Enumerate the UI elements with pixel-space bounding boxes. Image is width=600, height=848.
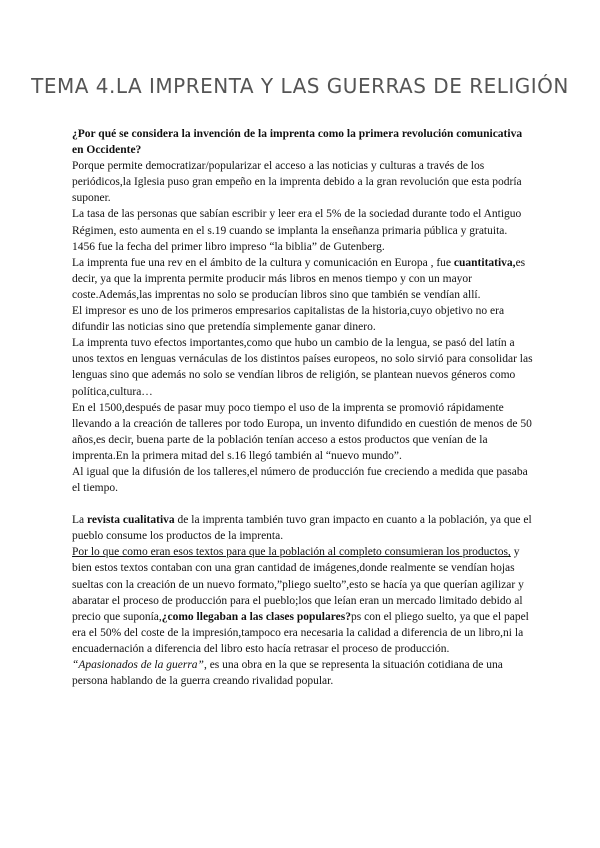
paragraph-1: Porque permite democratizar/popularizar el acceso a las noticias y culturas a través de los periódicos,la Iglesia puso gran empeño en la imprenta debido a la gran revolución que esta podría suponer. [72,160,522,205]
paragraph-4 [72,255,534,303]
paragraph-8: Al igual que la difusión de los talleres,el número de producción fue creciendo a medida que pasaba el tiempo. [72,465,528,495]
paragraph-10-bold: ¿como llegaban a las clases populares? [161,610,351,623]
paragraph-10 [72,544,534,657]
paragraph-gap [72,496,534,512]
paragraph-4-bold: cuantitativa, [453,256,516,269]
paragraph-4-text-a: La imprenta fue una rev en el ámbito de la cultura y comunicación en Europa , fue [72,256,454,269]
paragraph-7: En el 1500,después de pasar muy poco tiempo el uso de la imprenta se promovió rápidamente llevando a la creación de talleres por todo Europa, un invento difundido en cuestión de menos de 50 años,es decir, buena parte de la población tenían acceso a estos productos que venían de la imprenta.En la primera mitad del s.16 llegó también al “nuevo mundo”. [72,401,532,462]
paragraph-5: El impresor es uno de los primeros empresarios capitalistas de la historia,cuyo objetivo no era difundir las noticias sino que pretendía simplemente ganar dinero. [72,305,505,334]
paragraph-10-underline: Por lo que como eran esos textos para que la población al completo consumieran los productos, [72,546,511,559]
paragraph-10-text-b: ps con el pliego suelto, ya que el papel era el 50% del coste de la impresión,tampoco era necesaria la calidad a diferencia de un libro,ni la encuadernación a diferencia del libro esto hacía retrasar el proceso de producción. [72,610,529,655]
page-title: TEMA 4.LA IMPRENTA Y LAS GUERRAS DE RELIGIÓN [31,74,569,98]
paragraph-9 [72,512,534,544]
paragraph-11 [72,657,534,689]
paragraph-11-text-a: , es una obra en la que se representa la situación cotidiana de una persona hablando de la guerra creando rivalidad popular. [72,659,503,688]
document-body [72,126,534,689]
question-heading: ¿Por qué se considera la invención de la imprenta como la primera revolución comunicativa en Occidente? [72,128,523,157]
paragraph-4-text-b: es decir, ya que la imprenta permite producir más libros en menos tiempo y con un mayor coste.Además,las imprentas no solo se producían libros sino que también se vendían allí. [72,256,526,301]
paragraph-3: 1456 fue la fecha del primer libro impreso “la biblia” de Gutenberg. [72,240,385,253]
paragraph-11-italic: “Apasionados de la guerra” [72,659,204,671]
paragraph-2: La tasa de las personas que sabían escribir y leer era el 5% de la sociedad durante todo el Antiguo Régimen, esto aumenta en el s.19 cuando se implanta la enseñanza primaria pública y gratuita. [72,208,522,237]
paragraph-9-bold: revista cualitativa [87,514,175,527]
paragraph-9-text-a: La [72,514,88,527]
paragraph-6: La imprenta tuvo efectos importantes,como que hubo un cambio de la lengua, se pasó del latín a unos textos en lenguas vernáculas de los distintos países europeos, no solo sirvió para consolidar las lenguas sino que además no solo se vendían libros de religión, se plantean nuevos géneros como política,cultura… [72,337,533,398]
paragraph-9-text-b: de la imprenta también tuvo gran impacto en cuanto a la población, ya que el pueblo consume los productos de la imprenta. [72,514,532,543]
paragraph-10-text-a: y bien estos textos contaban con una gran cantidad de imágenes,donde realmente se vendían hojas sueltas con la creación de un nuevo formato,”pliego suelto”,esto se hacía ya que querían agilizar y abaratar el proceso de producción para el pueblo;los que leían eran un mercado limitado debido al precio que suponía, [72,546,524,623]
